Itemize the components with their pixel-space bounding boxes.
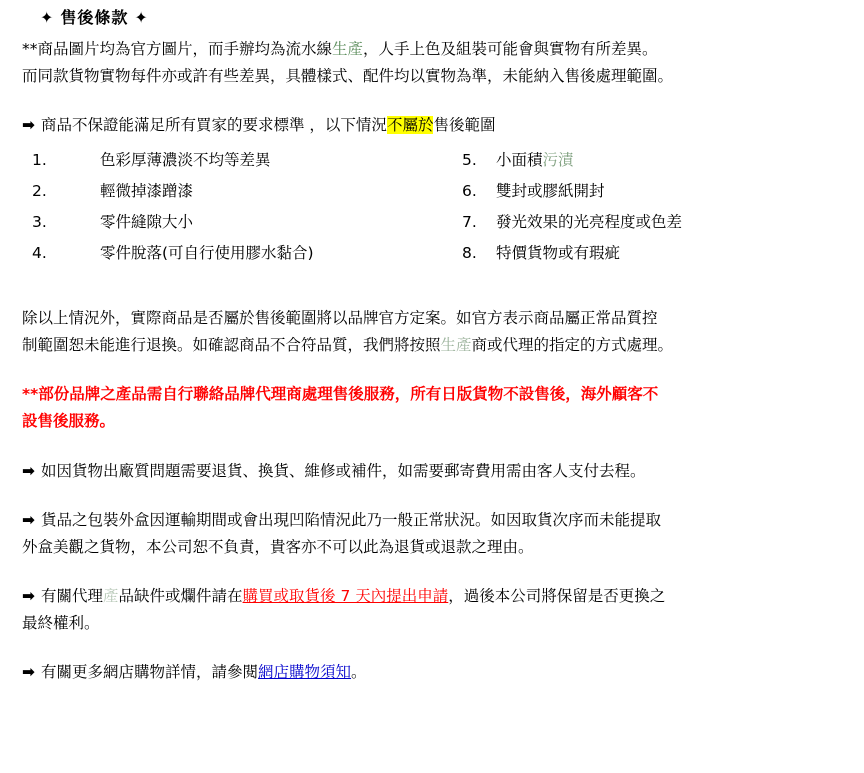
general-line-2-a: 制範圍恕未能進行退換。如確認商品不合符品質，我們將按照: [22, 336, 441, 355]
exclusion-column-left: [32, 148, 314, 272]
notice-text-a: 商品不保證能滿足所有買家的要求標準 ，以下情況: [41, 116, 387, 135]
intro-line-1-a: **商品圖片均為官方圖片，而手辦均為流水線: [22, 39, 333, 58]
list-number: 7.: [462, 213, 477, 232]
agent-notice-line-1: [22, 584, 850, 609]
notice-text-b: 售後範圍: [433, 116, 496, 135]
diamond-icon: ✦: [40, 8, 55, 27]
list-text-faded: 污漬: [542, 151, 574, 170]
list-text: [496, 210, 682, 234]
general-line-1: 除以上情況外，實際商品是否屬於售後範圍將以品牌官方定案。如官方表示商品屬正常品質控: [22, 309, 658, 328]
general-line-2: [22, 333, 850, 358]
footer-text-a: 有關更多網店購物詳情，請參閱: [41, 663, 259, 682]
list-item: [32, 210, 314, 241]
page-title: [34, 6, 850, 31]
arrow-icon: ➡: [22, 586, 35, 605]
bullet-item-1: [22, 459, 850, 484]
list-item: [462, 179, 682, 210]
list-item: [462, 148, 682, 179]
agent-notice-line-2: 最終權利。: [22, 614, 100, 632]
list-item: [462, 241, 682, 272]
list-item: [462, 210, 682, 241]
list-number: 4.: [32, 244, 47, 263]
intro-line-1-faded: 生產: [332, 39, 364, 58]
general-line-2-faded: 生產: [440, 336, 472, 355]
list-text-main: 零件縫隙大小: [100, 213, 194, 232]
arrow-icon: ➡: [22, 116, 35, 135]
list-text: [496, 179, 605, 203]
agent-notice-text-c: ，過後本公司將保留是否更換之: [448, 586, 666, 605]
list-text-main: 輕微掉漆蹭漆: [100, 182, 194, 201]
footer-line: [22, 660, 850, 685]
list-number: 6.: [462, 182, 477, 201]
list-item: [32, 179, 314, 210]
list-number: 1.: [32, 151, 47, 170]
agent-notice-emphasis: 購買或取貨後 7 天內提出申請: [242, 586, 449, 605]
list-item: [32, 241, 314, 272]
list-text-main: 小面積: [496, 151, 543, 170]
list-text: [496, 148, 574, 172]
exclusion-list: [22, 148, 850, 276]
list-number: 2.: [32, 182, 47, 201]
general-line-2-b: 商或代理的指定的方式處理。: [471, 336, 674, 355]
list-text: [100, 241, 314, 265]
list-text-main: 色彩厚薄濃淡不均等差異: [100, 151, 271, 170]
list-item: [32, 148, 314, 179]
intro-line-1-b: ，人手上色及組裝可能會與實物有所差異。: [363, 39, 658, 58]
list-number: 8.: [462, 244, 477, 263]
title-text: 售後條款: [60, 8, 129, 27]
list-text: [100, 210, 193, 234]
list-text-main: 發光效果的光亮程度或色差: [496, 213, 683, 232]
list-text-main: 雙封或膠紙開封: [496, 182, 605, 201]
agent-notice-text-b: 品缺件或爛件請在: [118, 586, 243, 605]
notice-line: [22, 113, 850, 138]
list-number: 5.: [462, 151, 477, 170]
exclusion-column-right: [462, 148, 682, 272]
intro-line-1: [22, 37, 850, 62]
list-text: [100, 179, 193, 203]
bullet-item-1-text: 如因貨物出廠質問題需要退貨、換貨、維修或補件，如需要郵寄費用需由客人支付去程。: [41, 461, 646, 480]
list-text: [496, 241, 620, 265]
red-notice-line-1: **部份品牌之產品需自行聯絡品牌代理商處理售後服務，所有日版貨物不設售後，海外顧客不: [22, 385, 659, 404]
arrow-icon: ➡: [22, 510, 35, 529]
list-number: 3.: [32, 213, 47, 232]
notice-highlight: 不屬於: [386, 116, 434, 135]
bullet-item-2-line-1: 貨品之包裝外盒因運輸期間或會出現凹陷情況此乃一般正常狀況。如因取貨次序而未能提取: [41, 510, 662, 529]
red-notice-line-2: 設售後服務。: [22, 412, 116, 431]
shopping-guide-link[interactable]: 網店購物須知: [258, 663, 352, 682]
list-text-main: 特價貨物或有瑕疵: [496, 244, 621, 263]
footer-text-b: 。: [351, 663, 367, 682]
agent-notice-faded: 產: [103, 586, 119, 605]
list-text-main: 零件脫落(可自行使用膠水黏合): [100, 244, 314, 263]
intro-line-2: 而同款貨物實物每件亦或許有些差異，具體樣式、配件均以實物為準，未能納入售後處理範圍。: [22, 66, 674, 85]
bullet-item-2: [22, 508, 850, 533]
agent-notice-text-a: 有關代理: [41, 586, 104, 605]
diamond-icon-right: ✦: [134, 8, 149, 27]
arrow-icon: ➡: [22, 461, 35, 480]
list-text: [100, 148, 271, 172]
arrow-icon: ➡: [22, 663, 35, 682]
bullet-item-2-line-2: 外盒美觀之貨物，本公司恕不負責，貴客亦不可以此為退貨或退款之理由。: [22, 537, 534, 556]
